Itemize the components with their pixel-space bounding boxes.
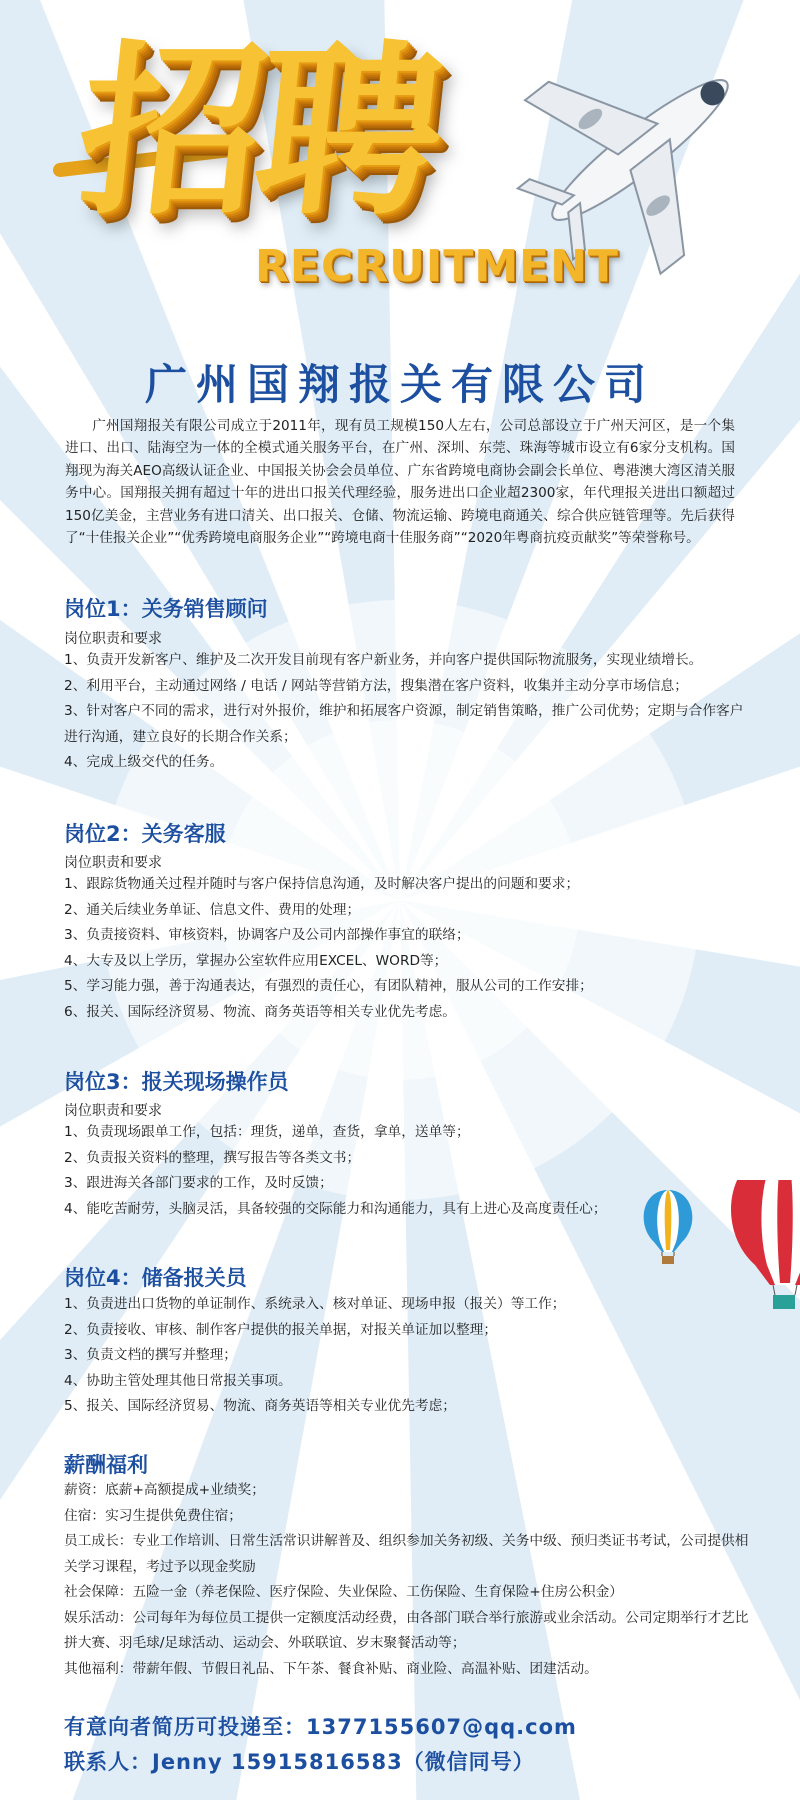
job-4-title: 岗位4：储备报关员 (64, 1266, 247, 1290)
contact-person: 联系人：Jenny 15915816583（微信同号） (64, 1750, 535, 1774)
list-item: 4、协助主管处理其他日常报关事项。 (64, 1372, 292, 1389)
list-item: 2、负责报关资料的整理，撰写报告等各类文书； (64, 1149, 361, 1166)
list-item: 4、能吃苦耐劳，头脑灵活，具备较强的交际能力和沟通能力，具有上进心及高度责任心； (64, 1200, 607, 1217)
job-3-duties (64, 1120, 756, 1222)
list-item: 2、利用平台，主动通过网络 / 电话 / 网站等营销方法，搜集潜在客户资料，收集并主动分享市场信息； (64, 677, 688, 694)
job-3-subtitle: 岗位职责和要求 (64, 1103, 162, 1119)
job-2-title: 岗位2：关务客服 (64, 822, 226, 846)
list-item: 薪资：底薪+高额提成+业绩奖； (64, 1482, 265, 1498)
job-2-subtitle: 岗位职责和要求 (64, 855, 162, 871)
list-item: 4、完成上级交代的任务。 (64, 754, 224, 770)
company-name: 广州国翔报关有限公司 (144, 360, 655, 409)
company-intro: 广州国翔报关有限公司成立于2011年，现有员工规模150人左右，公司总部设立于广州天河区，是一个集进口、出口、陆海空为一体的全模式通关服务平台，在广州、深圳、东莞、珠海等城市设立有6家分支机构。国翔现为海关AEO高级认证企业、中国报关协会会员单位、广东省跨境电商协会副会长单位、粤港澳大湾区清关服务中心。国翔报关拥有超过十年的进出口报关代理经验，服务进出口企业超2300家，年代理报关进出口额超过150亿美金，主营业务有进口清关、出口报关、仓储、物流运输、跨境电商通关、综合供应链管理等。先后获得了“十佳报关企业”“优秀跨境电商服务企业”“跨境电商十佳服务商”“2020年粤商抗疫贡献奖”等荣誉称号。 (65, 418, 735, 547)
list-item: 其他福利：带薪年假、节假日礼品、下午茶、餐食补贴、商业险、高温补贴、团建活动。 (64, 1660, 598, 1677)
list-item: 2、通关后续业务单证、信息文件、费用的处理； (64, 901, 361, 918)
contact-email: 有意向者简历可投递至：1377155607@qq.com (64, 1715, 577, 1739)
job-2-duties (64, 872, 756, 1025)
list-item: 5、学习能力强，善于沟通表达，有强烈的责任心，有团队精神，服从公司的工作安排； (64, 978, 593, 994)
list-item: 3、负责文档的撰写并整理； (64, 1347, 237, 1363)
job-4-duties (64, 1292, 756, 1420)
list-item: 住宿：实习生提供免费住宿； (64, 1507, 242, 1524)
job-3-title: 岗位3：报关现场操作员 (64, 1070, 289, 1094)
list-item: 员工成长：专业工作培训、日常生活常识讲解普及、组织参加关务初级、关务中级、预归类证书考试，公司提供相关学习课程，考过予以现金奖励 (64, 1533, 749, 1575)
benefits-list (64, 1478, 756, 1682)
list-item: 1、负责进出口货物的单证制作、系统录入、核对单证、现场申报（报关）等工作； (64, 1296, 566, 1312)
banner-title: 招聘 (68, 24, 446, 240)
list-item: 4、大专及以上学历，掌握办公室软件应用EXCEL、WORD等； (64, 952, 448, 969)
list-item: 1、跟踪货物通关过程并随时与客户保持信息沟通，及时解决客户提出的问题和要求； (64, 876, 580, 892)
list-item: 6、报关、国际经济贸易、物流、商务英语等相关专业优先考虑。 (64, 1003, 456, 1020)
list-item: 娱乐活动：公司每年为每位员工提供一定额度活动经费，由各部门联合举行旅游或业余活动。公司定期举行才艺比拼大赛、羽毛球/足球活动、运动会、外联联谊、岁末聚餐活动等； (64, 1609, 749, 1651)
banner-subtitle: RECRUITMENT (255, 241, 619, 292)
list-item: 社会保障：五险一金（养老保险、医疗保险、失业保险、工伤保险、生育保险+住房公积金） (64, 1584, 623, 1600)
list-item: 1、负责开发新客户、维护及二次开发目前现有客户新业务，并向客户提供国际物流服务，实现业绩增长。 (64, 652, 703, 668)
list-item: 5、报关、国际经济贸易、物流、商务英语等相关专业优先考虑； (64, 1398, 456, 1414)
list-item: 1、负责现场跟单工作，包括：理货，递单，查货，拿单，送单等； (64, 1124, 470, 1140)
job-1-duties (64, 648, 756, 776)
recruitment-banner (0, 0, 800, 330)
job-1-subtitle: 岗位职责和要求 (64, 631, 162, 647)
benefits-title: 薪酬福利 (64, 1453, 148, 1477)
list-item: 3、负责接资料、审核资料，协调客户及公司内部操作事宜的联络； (64, 927, 470, 943)
list-item: 3、针对客户不同的需求，进行对外报价，维护和拓展客户资源，制定销售策略，推广公司优势；定期与合作客户进行沟通，建立良好的长期合作关系； (64, 703, 744, 745)
list-item: 2、负责接收、审核、制作客户提供的报关单据，对报关单证加以整理； (64, 1321, 498, 1338)
list-item: 3、跟进海关各部门要求的工作，及时反馈； (64, 1175, 333, 1191)
job-1-title: 岗位1：关务销售顾问 (64, 597, 268, 621)
